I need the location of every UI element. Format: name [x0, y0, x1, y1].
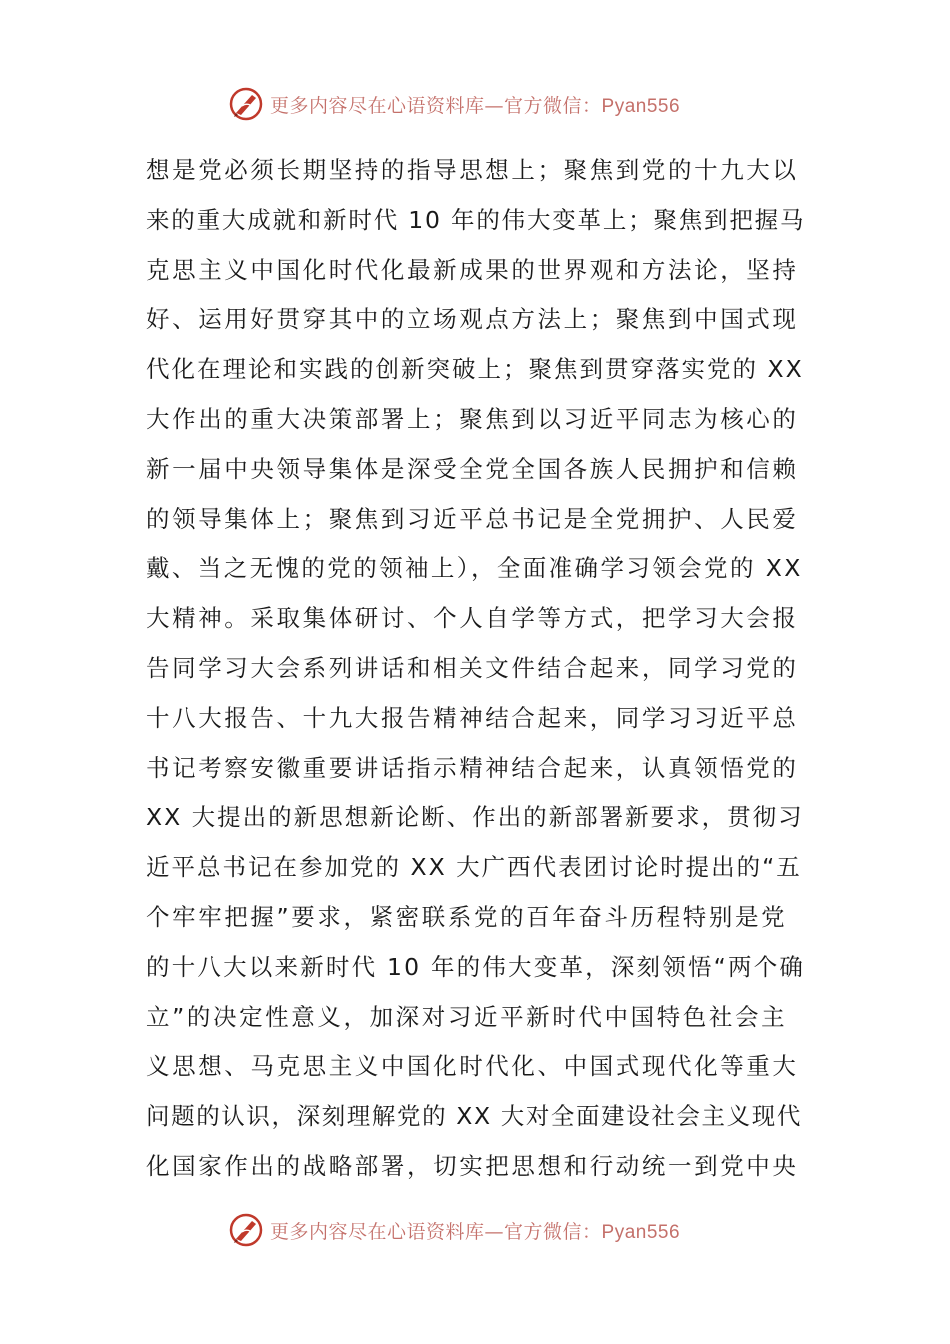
text-line: 个牢牢把握”要求，紧密联系党的百年奋斗历程特别是党 — [146, 902, 788, 931]
text-line: 戴、当之无愧的党的领袖上），全面准确学习领会党的 XX — [146, 554, 803, 583]
text-line: 克思主义中国化时代化最新成果的世界观和方法论，坚持 — [146, 255, 799, 284]
watermark-footer — [228, 1208, 748, 1252]
text-line: 近平总书记在参加党的 XX 大广西代表团讨论时提出的“五 — [146, 853, 802, 882]
text-line: 想是党必须长期坚持的指导思想上；聚焦到党的十九大以 — [146, 156, 799, 184]
watermark-text: 更多内容尽在心语资料库—官方微信：Pyan556 — [270, 1220, 681, 1243]
text-line: 大精神。采取集体研讨、个人自学等方式，把学习大会报 — [146, 604, 799, 633]
text-line: 新一届中央领导集体是深受全党全国各族人民拥护和信赖 — [146, 454, 799, 483]
text-line: 十八大报告、十九大报告精神结合起来，同学习习近平总 — [146, 703, 799, 732]
text-line: 的领导集体上；聚焦到习近平总书记是全党拥护、人民爱 — [146, 504, 799, 533]
text-line: 的十八大以来新时代 10 年的伟大变革，深刻领悟“两个确 — [146, 952, 806, 981]
watermark-text: 更多内容尽在心语资料库—官方微信：Pyan556 — [270, 94, 681, 117]
text-line: 告同学习大会系列讲话和相关文件结合起来，同学习党的 — [146, 653, 799, 682]
text-line: 化国家作出的战略部署，切实把思想和行动统一到党中央 — [146, 1151, 799, 1180]
watermark-wechat-id: Pyan556 — [601, 1221, 681, 1243]
text-line: 立”的决定性意义，加深对习近平新时代中国特色社会主 — [146, 1002, 788, 1031]
text-line: 大作出的重大决策部署上；聚焦到以习近平同志为核心的 — [146, 404, 799, 433]
text-line: 好、运用好贯穿其中的立场观点方法上；聚焦到中国式现 — [146, 305, 799, 334]
text-line: 问题的认识，深刻理解党的 XX 大对全面建设社会主义现代 — [146, 1102, 802, 1131]
text-line: 来的重大成就和新时代 10 年的伟大变革上；聚焦到把握马 — [146, 205, 806, 234]
watermark-wechat-id: Pyan556 — [601, 95, 681, 117]
text-line: 书记考察安徽重要讲话指示精神结合起来，认真领悟党的 — [146, 753, 799, 782]
text-line: 义思想、马克思主义中国化时代化、中国式现代化等重大 — [146, 1052, 799, 1081]
pen-logo-icon — [228, 1212, 264, 1248]
text-line: XX 大提出的新思想新论断、作出的新部署新要求，贯彻习 — [146, 803, 804, 832]
watermark-header — [228, 82, 748, 126]
document-body — [146, 146, 806, 1192]
text-line: 代化在理论和实践的创新突破上；聚焦到贯穿落实党的 XX — [146, 355, 804, 384]
pen-logo-icon — [228, 86, 264, 122]
